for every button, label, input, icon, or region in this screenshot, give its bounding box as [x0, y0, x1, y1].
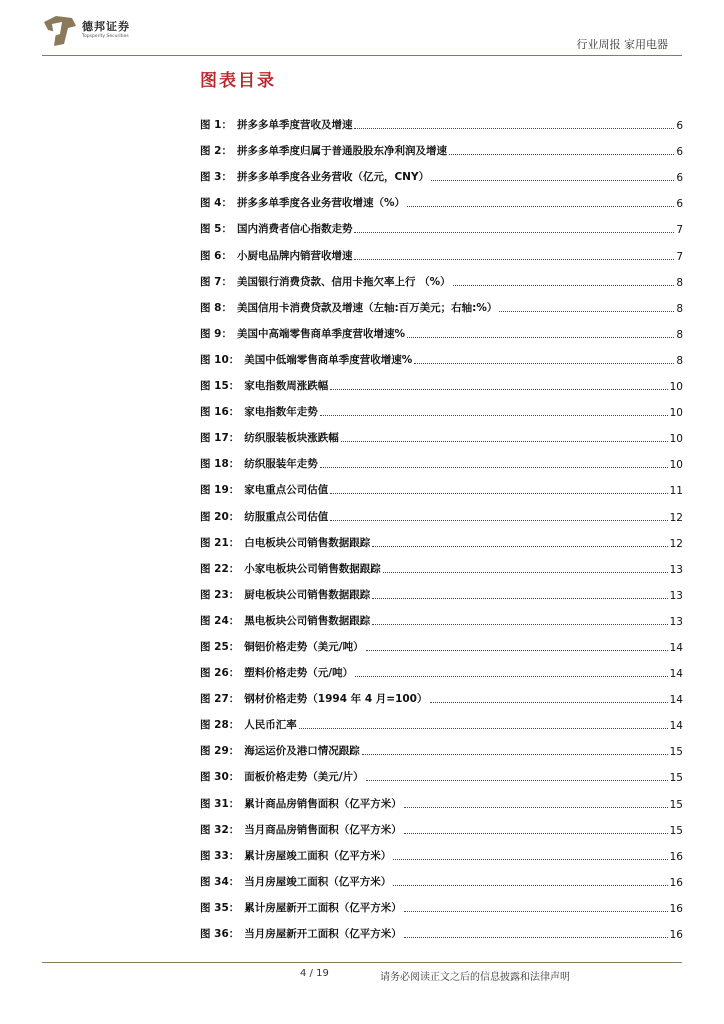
toc-entry-page: 10: [669, 381, 683, 394]
toc-entry-leader: [407, 337, 674, 338]
toc-entry[interactable]: [200, 445, 683, 471]
toc-entry[interactable]: [200, 341, 683, 367]
toc-entry-label: 图 10：: [200, 353, 240, 366]
toc-entry-label: 图 22：: [200, 562, 240, 575]
toc-entry[interactable]: [200, 837, 683, 863]
toc-entry[interactable]: [200, 654, 683, 680]
toc-entry-caption: 美国中低端零售商单季度营收增速%: [244, 353, 413, 366]
toc-entry-leader: [404, 807, 668, 808]
toc-entry-page: 6: [676, 198, 683, 211]
toc-entry-leader: [330, 520, 667, 521]
toc-entry-label: 图 6：: [200, 249, 232, 262]
toc-entry-leader: [383, 572, 668, 573]
toc-entry-caption: 拼多多单季度各业务营收（亿元，CNY）: [236, 171, 430, 184]
toc-entry-caption: 黑电板块公司销售数据跟踪: [244, 614, 371, 627]
toc-entry-caption: 纺织服装板块涨跌幅: [244, 432, 339, 445]
toc-entry-label: 图 3：: [200, 171, 232, 184]
toc-entry-caption: 拼多多单季度各业务营收增速（%）: [236, 197, 405, 210]
toc-entry-label: 图 24：: [200, 614, 240, 627]
toc-entry[interactable]: [200, 758, 683, 784]
toc-entry-label: 图 8：: [200, 301, 232, 314]
toc-entry-caption: 累计商品房销售面积（亿平方米）: [244, 797, 402, 810]
toc-entry[interactable]: [200, 419, 683, 445]
toc-entry-leader: [453, 285, 675, 286]
toc-entry-leader: [414, 363, 674, 364]
toc-entry-caption: 白电板块公司销售数据跟踪: [244, 536, 371, 549]
toc-entry-caption: 美国中高端零售商单季度营收增速%: [236, 327, 405, 340]
toc-entry-leader: [362, 754, 668, 755]
toc-entry[interactable]: [200, 550, 683, 576]
toc-entry-leader: [354, 259, 674, 260]
toc-entry-page: 14: [669, 694, 683, 707]
toc-entry[interactable]: [200, 732, 683, 758]
toc-entry[interactable]: [200, 210, 683, 236]
toc-entry-leader: [372, 624, 667, 625]
toc-entry-label: 图 25：: [200, 640, 240, 653]
toc-entry-page: 10: [669, 459, 683, 472]
footer-disclaimer: 请务必阅读正文之后的信息披露和法律声明: [380, 972, 570, 983]
toc-entry[interactable]: [200, 784, 683, 810]
toc-entry-page: 7: [676, 250, 683, 263]
toc-entry[interactable]: [200, 863, 683, 889]
toc-entry-leader: [393, 885, 667, 886]
toc-entry-label: 图 33：: [200, 849, 240, 862]
toc-entry-leader: [404, 937, 668, 938]
toc-entry[interactable]: [200, 106, 683, 132]
toc-entry-caption: 面板价格走势（美元/片）: [244, 771, 364, 784]
toc-entry-leader: [393, 859, 667, 860]
toc-entry-label: 图 5：: [200, 223, 232, 236]
toc-entry-page: 15: [669, 772, 683, 785]
toc-entry[interactable]: [200, 628, 683, 654]
toc-entry-leader: [320, 467, 668, 468]
toc-entry-leader: [407, 206, 674, 207]
toc-entry[interactable]: [200, 680, 683, 706]
company-name-cn: 德邦证券: [82, 20, 130, 33]
toc-entry-page: 16: [669, 902, 683, 915]
toc-entry-page: 13: [669, 615, 683, 628]
toc-entry-leader: [499, 311, 674, 312]
toc-entry-leader: [330, 389, 667, 390]
toc-entry-caption: 家电指数周涨跌幅: [244, 380, 329, 393]
toc-entry-caption: 小厨电品牌内销营收增速: [236, 249, 353, 262]
toc-entry-caption: 当月房屋新开工面积（亿平方米）: [244, 928, 402, 940]
toc-entry-page: 15: [669, 824, 683, 837]
toc-entry-page: 7: [676, 224, 683, 237]
toc-title: 图表目录: [200, 71, 276, 91]
toc-entry-page: 8: [676, 302, 683, 315]
toc-entry-caption: 塑料价格走势（元/吨）: [244, 667, 354, 680]
toc-entry-caption: 小家电板块公司销售数据跟踪: [244, 562, 381, 575]
toc-entry[interactable]: [200, 289, 683, 315]
toc-entry-caption: 累计房屋竣工面积（亿平方米）: [244, 849, 392, 862]
toc-entry-label: 图 19：: [200, 484, 240, 497]
toc-entry-page: 13: [669, 563, 683, 576]
page-indicator: 4 / 19: [300, 968, 329, 979]
toc-entry-caption: 家电重点公司估值: [244, 484, 329, 497]
toc-entry[interactable]: [200, 367, 683, 393]
company-name-en: Topsperity Securities: [82, 34, 129, 39]
toc-entry-page: 14: [669, 668, 683, 681]
company-logo-icon: [42, 14, 78, 48]
toc-entry-leader: [299, 728, 668, 729]
toc-entry-page: 8: [676, 276, 683, 289]
toc-entry-leader: [354, 232, 674, 233]
toc-entry-caption: 拼多多单季度归属于普通股股东净利润及增速: [236, 145, 447, 158]
toc-entry-page: 6: [676, 146, 683, 159]
toc-entry-page: 6: [676, 120, 683, 133]
toc-entry-page: 10: [669, 433, 683, 446]
toc-entry-page: 16: [669, 929, 683, 941]
toc-entry-leader: [330, 493, 667, 494]
toc-entry-leader: [430, 702, 668, 703]
toc-entry-caption: 累计房屋新开工面积（亿平方米）: [244, 901, 402, 914]
toc-entry[interactable]: [200, 315, 683, 341]
toc-entry[interactable]: [200, 602, 683, 628]
toc-entry-page: 12: [669, 537, 683, 550]
report-type: 行业周报 家用电器: [576, 38, 668, 51]
toc-entry-label: 图 16：: [200, 406, 240, 419]
toc-entry-page: 16: [669, 850, 683, 863]
company-logo: [42, 14, 162, 50]
toc-entry[interactable]: [200, 524, 683, 550]
toc-entry-leader: [372, 598, 667, 599]
toc-entry-page: 6: [676, 172, 683, 185]
toc-entry-page: 15: [669, 746, 683, 759]
toc-entry-caption: 海运运价及港口情况跟踪: [244, 745, 360, 758]
toc-entry[interactable]: [200, 184, 683, 210]
toc-entry-caption: 美国信用卡消费贷款及增速（左轴:百万美元；右轴:%）: [236, 301, 498, 314]
toc-entry-page: 16: [669, 876, 683, 889]
toc-entry-page: 15: [669, 798, 683, 811]
toc-entry-caption: 家电指数年走势: [244, 406, 318, 419]
toc-entry-page: 11: [669, 485, 683, 498]
toc-entry-page: 12: [669, 511, 683, 524]
toc-entry-leader: [366, 780, 668, 781]
toc-entry[interactable]: [200, 393, 683, 419]
toc-entry-label: 图 30：: [200, 771, 240, 784]
toc-entry-label: 图 27：: [200, 693, 240, 706]
toc-entry-label: 图 35：: [200, 901, 240, 914]
toc-entry-leader: [404, 833, 668, 834]
toc-entry[interactable]: [200, 236, 683, 262]
toc-entry-label: 图 26：: [200, 667, 240, 680]
toc-entry-label: 图 31：: [200, 797, 240, 810]
toc-entry[interactable]: [200, 471, 683, 497]
toc-entry-caption: 当月商品房销售面积（亿平方米）: [244, 823, 402, 836]
toc-entry-caption: 纺织服装年走势: [244, 458, 318, 471]
toc-list: [200, 106, 683, 941]
header-divider: [42, 55, 682, 56]
toc-entry-caption: 厨电板块公司销售数据跟踪: [244, 588, 371, 601]
toc-entry-label: 图 32：: [200, 823, 240, 836]
toc-entry-caption: 当月房屋竣工面积（亿平方米）: [244, 875, 392, 888]
toc-entry-leader: [320, 415, 668, 416]
toc-entry-caption: 铜铝价格走势（美元/吨）: [244, 640, 364, 653]
toc-entry[interactable]: [200, 263, 683, 289]
toc-entry[interactable]: [200, 132, 683, 158]
toc-entry-page: 8: [676, 328, 683, 341]
toc-entry-label: 图 4：: [200, 197, 232, 210]
toc-entry-caption: 国内消费者信心指数走势: [236, 223, 353, 236]
toc-entry-page: 14: [669, 641, 683, 654]
toc-entry-page: 14: [669, 720, 683, 733]
toc-entry-label: 图 28：: [200, 719, 240, 732]
toc-entry-leader: [431, 180, 674, 181]
toc-entry-leader: [372, 546, 667, 547]
toc-entry[interactable]: [200, 497, 683, 523]
toc-entry-leader: [355, 676, 668, 677]
toc-entry[interactable]: [200, 576, 683, 602]
toc-entry[interactable]: [200, 889, 683, 915]
toc-entry-label: 图 2：: [200, 145, 232, 158]
toc-entry-label: 图 23：: [200, 588, 240, 601]
toc-entry-leader: [366, 650, 668, 651]
toc-entry-label: 图 36：: [200, 928, 240, 940]
toc-entry-page: 10: [669, 407, 683, 420]
toc-entry-label: 图 9：: [200, 327, 232, 340]
toc-entry-label: 图 7：: [200, 275, 232, 288]
toc-entry-label: 图 20：: [200, 510, 240, 523]
toc-entry-caption: 拼多多单季度营收及增速: [236, 119, 353, 132]
toc-entry-caption: 人民币汇率: [244, 719, 297, 732]
toc-entry-label: 图 17：: [200, 432, 240, 445]
toc-entry[interactable]: [200, 915, 683, 941]
toc-entry-label: 图 34：: [200, 875, 240, 888]
toc-entry-leader: [354, 128, 674, 129]
toc-entry-label: 图 1：: [200, 119, 232, 132]
toc-entry-leader: [449, 154, 674, 155]
toc-entry[interactable]: [200, 811, 683, 837]
toc-entry-caption: 纺服重点公司估值: [244, 510, 329, 523]
toc-entry-label: 图 15：: [200, 380, 240, 393]
toc-entry-label: 图 18：: [200, 458, 240, 471]
toc-entry-leader: [404, 911, 668, 912]
toc-entry-leader: [341, 441, 668, 442]
toc-entry[interactable]: [200, 158, 683, 184]
toc-entry[interactable]: [200, 706, 683, 732]
toc-entry-label: 图 21：: [200, 536, 240, 549]
toc-entry-caption: 钢材价格走势（1994 年 4 月=100）: [244, 693, 428, 706]
toc-entry-page: 13: [669, 589, 683, 602]
toc-entry-caption: 美国银行消费贷款、信用卡拖欠率上行 （%）: [236, 275, 451, 288]
toc-entry-page: 8: [676, 354, 683, 367]
footer-divider: [42, 962, 682, 963]
toc-entry-label: 图 29：: [200, 745, 240, 758]
